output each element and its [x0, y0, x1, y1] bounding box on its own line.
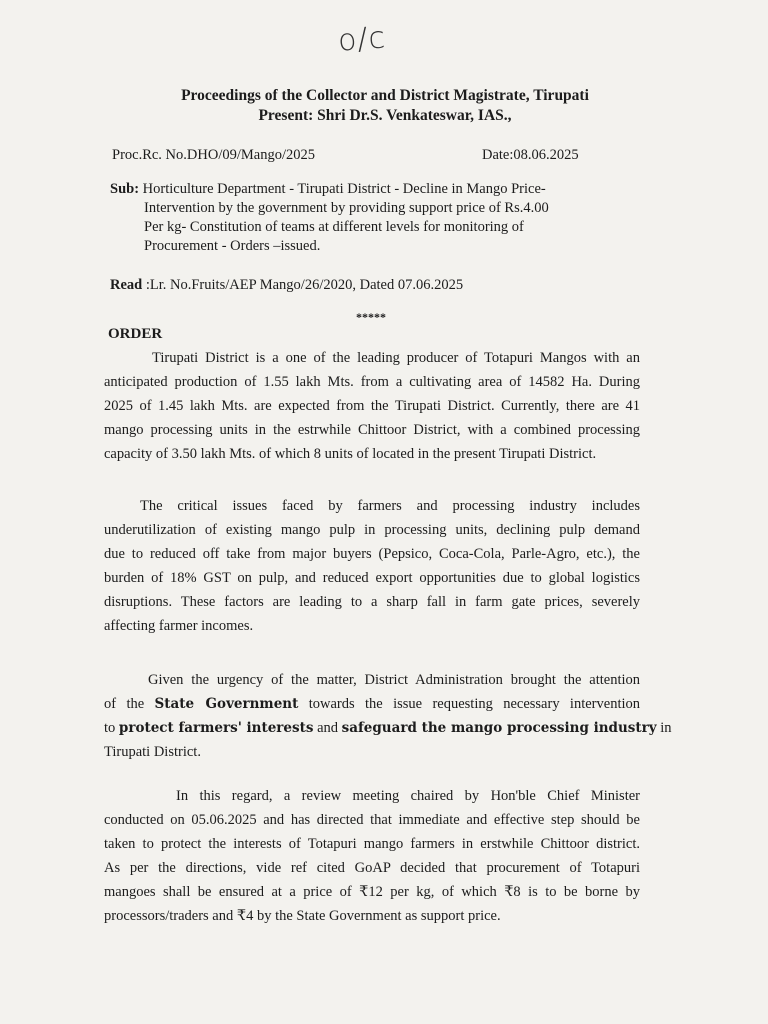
text-run: in [656, 720, 672, 736]
paragraph-line: affecting farmer incomes. [104, 618, 254, 634]
paragraph-1 [104, 346, 640, 466]
paragraph-line: taken to protect the interests of Totapuri mango farmers in erstwhile Chittoor district. [104, 836, 640, 852]
text-run: towards the issue requesting necessary intervention [298, 696, 641, 712]
paragraph-line: mango processing units in the estrwhile Chittoor District, with a combined processing [104, 422, 640, 438]
paragraph-line [104, 716, 672, 740]
paragraph-line [104, 692, 640, 716]
paragraph-line: 2025 of 1.45 lakh Mts. are expected from the Tirupati District. Currently, there are 41 [104, 398, 640, 414]
paragraph-line: burden of 18% GST on pulp, and reduced export opportunities due to global logistics [104, 570, 640, 586]
paragraph-3 [104, 668, 672, 764]
paragraph-line: due to reduced off take from major buyers (Pepsico, Coca-Cola, Parle-Agro, etc.), the [104, 546, 640, 562]
subject-line: Horticulture Department - Tirupati District - Decline in Mango Price- [142, 181, 546, 197]
paragraph-line: mangoes shall be ensured at a price of ₹12 per kg, of which ₹8 is to be borne by [104, 884, 640, 900]
subject-line: Intervention by the government by providing support price of Rs.4.00 [144, 200, 549, 216]
paragraph-line: Tirupati District is a one of the leading producer of Totapuri Mangos with an [152, 350, 640, 366]
paragraph-2 [104, 494, 640, 638]
bold-text: State Government [154, 696, 299, 712]
paragraph-line: capacity of 3.50 lakh Mts. of which 8 units of located in the present Tirupati District. [104, 446, 597, 462]
paragraph-line: In this regard, a review meeting chaired by Hon'ble Chief Minister [176, 788, 640, 804]
paragraph-line: The critical issues faced by farmers and processing industry includes [140, 498, 640, 514]
text-run: and [313, 720, 342, 736]
subject-line: Per kg- Constitution of teams at different levels for monitoring of [144, 219, 524, 235]
text-run: of the [104, 696, 155, 712]
handwritten-note: o/c [336, 20, 388, 59]
paragraph-4 [104, 784, 640, 928]
read-reference [110, 277, 463, 294]
bold-text: protect farmers' interests [118, 720, 314, 736]
paragraph-line: Tirupati District. [104, 744, 201, 760]
subject-label: Sub: [110, 181, 140, 197]
proc-date: Date:08.06.2025 [482, 147, 579, 163]
header-title: Proceedings of the Collector and District Magistrate, Tirupati [181, 87, 589, 104]
paragraph-line: anticipated production of 1.55 lakh Mts. from a cultivating area of 14582 Ha. During [104, 374, 640, 390]
subject-block [110, 180, 630, 256]
paragraph-line: disruptions. These factors are leading to a sharp fall in farm gate prices, severely [104, 594, 640, 610]
paragraph-line: conducted on 05.06.2025 and has directed that immediate and effective step should be [104, 812, 640, 828]
read-label: Read [110, 277, 143, 293]
proc-number: Proc.Rc. No.DHO/09/Mango/2025 [112, 147, 315, 163]
subject-line: Procurement - Orders –issued. [144, 238, 321, 254]
paragraph-line: processors/traders and ₹4 by the State Government as support price. [104, 908, 501, 924]
proceedings-header [120, 86, 650, 126]
read-text: :Lr. No.Fruits/AEP Mango/26/2020, Dated 07.06.2025 [145, 277, 464, 293]
separator: ***** [356, 310, 386, 324]
paragraph-line: underutilization of existing mango pulp in processing units, declining pulp demand [104, 522, 640, 538]
bold-text: safeguard the mango processing industry [341, 720, 657, 736]
header-present: Present: Shri Dr.S. Venkateswar, IAS., [258, 107, 512, 124]
order-title: ORDER [108, 326, 163, 342]
text-run: to [104, 720, 119, 736]
paragraph-line: As per the directions, vide ref cited GoAP decided that procurement of Totapuri [104, 860, 640, 876]
paragraph-line: Given the urgency of the matter, District Administration brought the attention [148, 672, 640, 688]
